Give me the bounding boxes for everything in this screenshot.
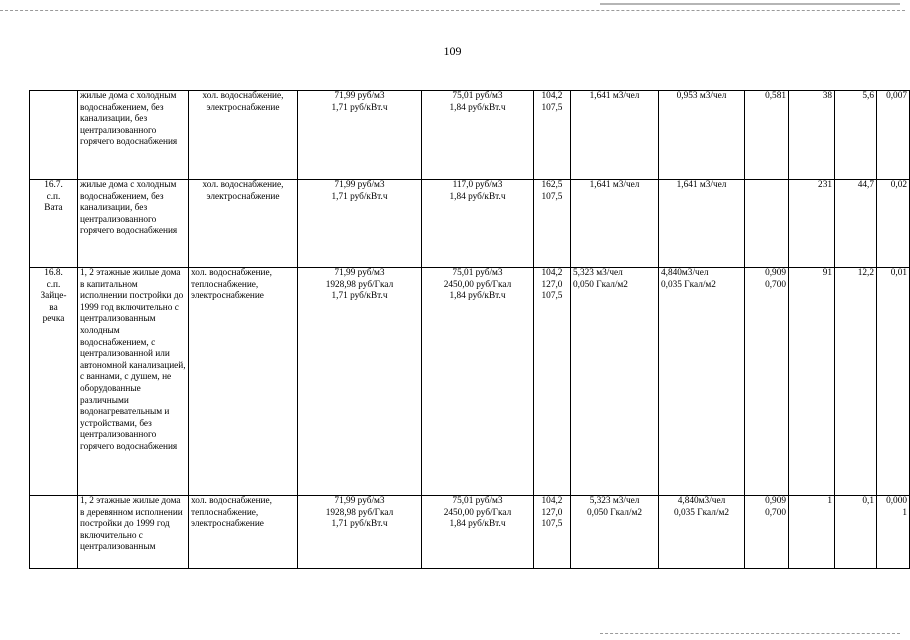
norm-b-cell: 4,840м3/чел 0,035 Гкал/м2 xyxy=(659,268,745,496)
services-cell: хол. водоснабжение, теплоснабжение, электроснабжение xyxy=(189,268,298,496)
share-cell: 0,01 xyxy=(877,268,910,496)
norm-b-cell: 4,840м3/чел 0,035 Гкал/м2 xyxy=(659,496,745,569)
row-number-cell xyxy=(30,91,78,180)
tariff-current-cell: 71,99 руб/м3 1928,98 руб/Гкал 1,71 руб/кВт.ч xyxy=(298,268,422,496)
row-number-cell: 16.7. с.п. Вата xyxy=(30,180,78,268)
services-cell: хол. водоснабжение, теплоснабжение, электроснабжение xyxy=(189,496,298,569)
value-cell: 12,2 xyxy=(835,268,877,496)
row-number-cell: 16.8. с.п. Зайце- ва речка xyxy=(30,268,78,496)
services-cell: хол. водоснабжение, электроснабжение xyxy=(189,91,298,180)
norm-b-cell: 0,953 м3/чел xyxy=(659,91,745,180)
coefficient-cell: 0,909 0,700 xyxy=(745,496,789,569)
norm-a-cell: 1,641 м3/чел xyxy=(571,91,659,180)
table-row xyxy=(30,180,910,268)
housing-description-cell: жилые дома с холодным водоснабжением, без канализации, без централизованного горячего водоснабжения xyxy=(78,180,189,268)
scan-artifact-bottom xyxy=(600,633,900,634)
value-cell: 0,1 xyxy=(835,496,877,569)
tariff-current-cell: 71,99 руб/м3 1,71 руб/кВт.ч xyxy=(298,91,422,180)
tariff-new-cell: 75,01 руб/м3 1,84 руб/кВт.ч xyxy=(422,91,534,180)
index-cell: 104,2 107,5 xyxy=(534,91,571,180)
tariff-current-cell: 71,99 руб/м3 1928,98 руб/Гкал 1,71 руб/кВт.ч xyxy=(298,496,422,569)
value-cell: 5,6 xyxy=(835,91,877,180)
housing-description-cell: жилые дома с холодным водоснабжением, без канализации, без централизованного горячего водоснабжения xyxy=(78,91,189,180)
services-cell: хол. водоснабжение, электроснабжение xyxy=(189,180,298,268)
count-cell: 1 xyxy=(789,496,835,569)
table-row xyxy=(30,268,910,496)
count-cell: 231 xyxy=(789,180,835,268)
row-number-cell xyxy=(30,496,78,569)
tariff-current-cell: 71,99 руб/м3 1,71 руб/кВт.ч xyxy=(298,180,422,268)
table-row xyxy=(30,91,910,180)
norm-a-cell: 5,323 м3/чел 0,050 Гкал/м2 xyxy=(571,268,659,496)
page-number: 109 xyxy=(443,44,462,58)
scan-artifact-top-right xyxy=(600,3,900,5)
coefficient-cell xyxy=(745,180,789,268)
share-cell: 0,007 xyxy=(877,91,910,180)
value-cell: 44,7 xyxy=(835,180,877,268)
coefficient-cell: 0,581 xyxy=(745,91,789,180)
tariff-table xyxy=(29,90,910,569)
index-cell: 104,2 127,0 107,5 xyxy=(534,268,571,496)
tariff-new-cell: 75,01 руб/м3 2450,00 руб/Гкал 1,84 руб/кВт.ч xyxy=(422,268,534,496)
scan-artifact-top xyxy=(0,0,905,11)
index-cell: 104,2 127,0 107,5 xyxy=(534,496,571,569)
housing-description-cell: 1, 2 этажные жилые дома в капитальном исполнении постройки до 1999 год включительно с централизованным холодным водоснабжением, с централизованной или автономной канализацией, с ваннами, с душем, не оборудованные различными водонагревательным и устройствами, без централизованного горячего водоснабжения xyxy=(78,268,189,496)
tariff-new-cell: 117,0 руб/м3 1,84 руб/кВт.ч xyxy=(422,180,534,268)
tariff-new-cell: 75,01 руб/м3 2450,00 руб/Гкал 1,84 руб/кВт.ч xyxy=(422,496,534,569)
norm-b-cell: 1,641 м3/чел xyxy=(659,180,745,268)
coefficient-cell: 0,909 0,700 xyxy=(745,268,789,496)
share-cell: 0,02 xyxy=(877,180,910,268)
housing-description-cell: 1, 2 этажные жилые дома в деревянном исполнении постройки до 1999 год включительно с централизованным xyxy=(78,496,189,569)
count-cell: 38 xyxy=(789,91,835,180)
index-cell: 162,5 107,5 xyxy=(534,180,571,268)
norm-a-cell: 5,323 м3/чел 0,050 Гкал/м2 xyxy=(571,496,659,569)
norm-a-cell: 1,641 м3/чел xyxy=(571,180,659,268)
count-cell: 91 xyxy=(789,268,835,496)
share-cell: 0,000 1 xyxy=(877,496,910,569)
table-row xyxy=(30,496,910,569)
